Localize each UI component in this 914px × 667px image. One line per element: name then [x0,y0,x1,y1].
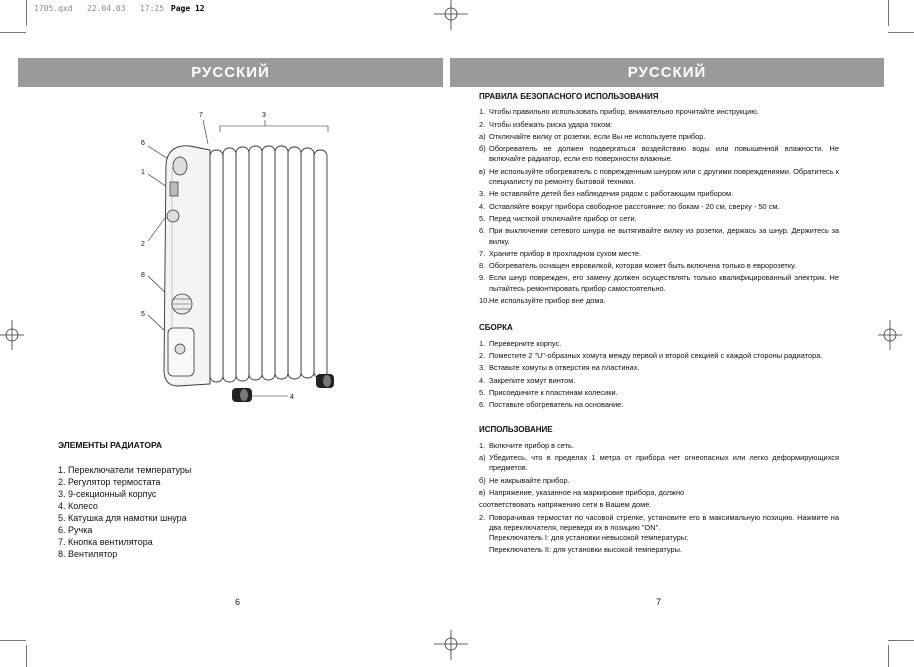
page-number-left: 6 [235,597,241,607]
item-number: в) [479,166,486,176]
item-number: 4. [479,375,486,385]
usage-list [479,441,839,498]
list-item [479,400,839,410]
item-text: Поставьте обогреватель на основание. [489,400,624,410]
item-number: 1. [479,338,486,348]
item-number: 1. [479,440,486,450]
item-text: Закрепите хомут винтом. [489,375,576,385]
list-item [479,202,839,212]
callout-1: 1 [141,169,145,176]
print-slug [34,4,205,13]
list-item [479,351,839,361]
element-item: 7. Кнопка вентилятора [58,537,153,547]
list-item [479,214,839,224]
item-text: Чтобы избежать риска удара током: [489,119,613,129]
item-text: Отключайте вилку от розетки, если Вы не используете прибор. [489,131,706,141]
item-text: Если шнур поврежден, его замену должен осуществлять только квалифицированный электрик. Не пытайтесь ремонтировать прибор самостоятельно. [489,273,839,293]
registration-mark-top [434,0,468,30]
safety-title: ПРАВИЛА БЕЗОПАСНОГО ИСПОЛЬЗОВАНИЯ [479,92,659,101]
item-text: Поместите 2 "U"-образных хомута между первой и второй секцией с каждой стороны радиатора. [489,350,823,360]
assembly-list [479,339,839,411]
list-item [479,296,839,306]
item-text: Включите прибор в сеть. [489,440,574,450]
item-number: 2. [479,512,486,522]
item-number: 1. [479,107,486,117]
item-number: 3. [479,363,486,373]
list-item [479,107,839,117]
item-text: Не накрывайте прибор. [489,475,570,485]
item-text: Храните прибор в прохладном сухом месте. [489,248,642,258]
right-language-band: РУССКИЙ [450,58,884,87]
item-number: 6. [479,226,486,236]
list-item [479,488,839,498]
element-item: 8. Вентилятор [58,549,118,559]
list-item [479,273,839,294]
list-item [479,144,839,165]
item-text: Переверните корпус. [489,338,562,348]
registration-mark-bottom [434,630,468,660]
item-text: Убедитесь, что в пределах 1 метра от прибора нет огнеопасных или легко деформирующихся предметов. [489,453,839,473]
item-number: а) [479,453,486,463]
slug-date: 22.04.03 [86,4,126,13]
list-item [479,363,839,373]
element-item: 6. Ручка [58,525,93,535]
item-number: 3. [479,189,486,199]
list-item [479,376,839,386]
item-text: При выключении сетевого шнура не вытягивайте вилку из розетки, держась за шнур. Держитесь за вилку. [489,226,839,246]
usage-title: ИСПОЛЬЗОВАНИЕ [479,425,553,435]
callout-3: 3 [262,112,266,119]
element-item: 2. Регулятор термостата [58,477,161,487]
item-text: Обогреватель оснащен евровилкой, которая может быть включена только в евророзетку. [489,261,797,271]
item-number: 9. [479,273,486,283]
item-number: в) [479,487,486,497]
slug-file: 1705.qxd [34,4,73,13]
list-item [479,132,839,142]
radiator-illustration [128,104,338,414]
list-item [479,339,839,349]
element-item: 1. Переключатели температуры [58,465,192,475]
slug-time: 17:25 [139,4,165,13]
item-text: Оставляйте вокруг прибора свободное расстояние: по бокам - 20 см, сверху - 50 см. [489,201,780,211]
item-number: 2. [479,119,486,129]
item-text: Присоедините к пластинам колесики. [489,387,618,397]
item-number: 10. [479,296,490,306]
item-number: б) [479,144,486,154]
item-number: б) [479,475,486,485]
usage-line-extra: соответствовать напряжению сети в Вашем доме. [479,500,652,510]
left-language-band: РУССКИЙ [18,58,443,87]
callout-2: 2 [141,241,145,248]
right-column [479,92,839,558]
assembly-title: СБОРКА [479,323,513,333]
list-item [479,476,839,486]
element-item: 4. Колесо [58,501,98,511]
item-number: 6. [479,400,486,410]
list-item [479,189,839,199]
item-number: 2. [479,350,486,360]
list-item [479,167,839,188]
item-number: 5. [479,387,486,397]
callout-8: 8 [141,272,145,279]
elements-title: ЭЛЕМЕНТЫ РАДИАТОРА [58,440,163,450]
item-number: 8. [479,261,486,271]
list-item [479,226,839,247]
element-item: 5. Катушка для намотки шнура [58,513,187,523]
list-item [479,453,839,474]
item-text: Не используйте прибор вне дома. [489,296,606,306]
callout-5: 5 [141,311,145,318]
item-text: Не используйте обогреватель с поврежденным шнуром или с другими повреждениями. Обратитесь к специалисту по ремонту бытовой техники. [489,166,839,187]
list-item [479,441,839,451]
callout-7: 7 [199,112,203,119]
page-number-right: 7 [656,597,662,607]
switch-2-text: Переключатель II: для установки высокой температуры. [489,545,682,555]
list-item [479,120,839,130]
item-text: Не оставляйте детей без наблюдения рядом с работающим прибором. [489,189,734,199]
usage-item-2 [479,513,839,534]
item-text: Обогреватель не должен подвергаться воздействию воды или повышенной влажности. Не включайте радиатор, если его поверхности влажные. [489,144,839,164]
item-number: а) [479,131,486,141]
element-item: 3. 9-секционный корпус [58,489,157,499]
item-text: Перед чисткой отключайте прибор от сети. [489,213,637,223]
list-item [479,388,839,398]
list-item [479,261,839,271]
item-number: 7. [479,248,486,258]
radiator-elements [58,439,191,560]
item-text: Поворачивая термостат по часовой стрелке, установите его в максимальную позицию. Нажмите на два переключателя, переведя их в позицию "ON". [489,512,839,532]
item-number: 5. [479,213,486,223]
registration-mark-left [0,318,24,352]
callout-6: 6 [141,140,145,147]
item-text: Вставьте хомуты в отверстия на пластинах. [489,363,640,373]
item-number: 4. [479,201,486,211]
item-text: Чтобы правильно использовать прибор, внимательно прочитайте инструкцию. [489,107,759,117]
registration-mark-right [878,318,902,352]
item-text: Напряжение, указанное на маркировке прибора, должно [489,487,685,497]
list-item [479,249,839,259]
callout-4: 4 [290,394,294,401]
switch-1-text: Переключатель I: для установки невысокой температуры; [489,533,689,543]
slug-page: Page 12 [170,4,205,13]
safety-list [479,107,839,306]
